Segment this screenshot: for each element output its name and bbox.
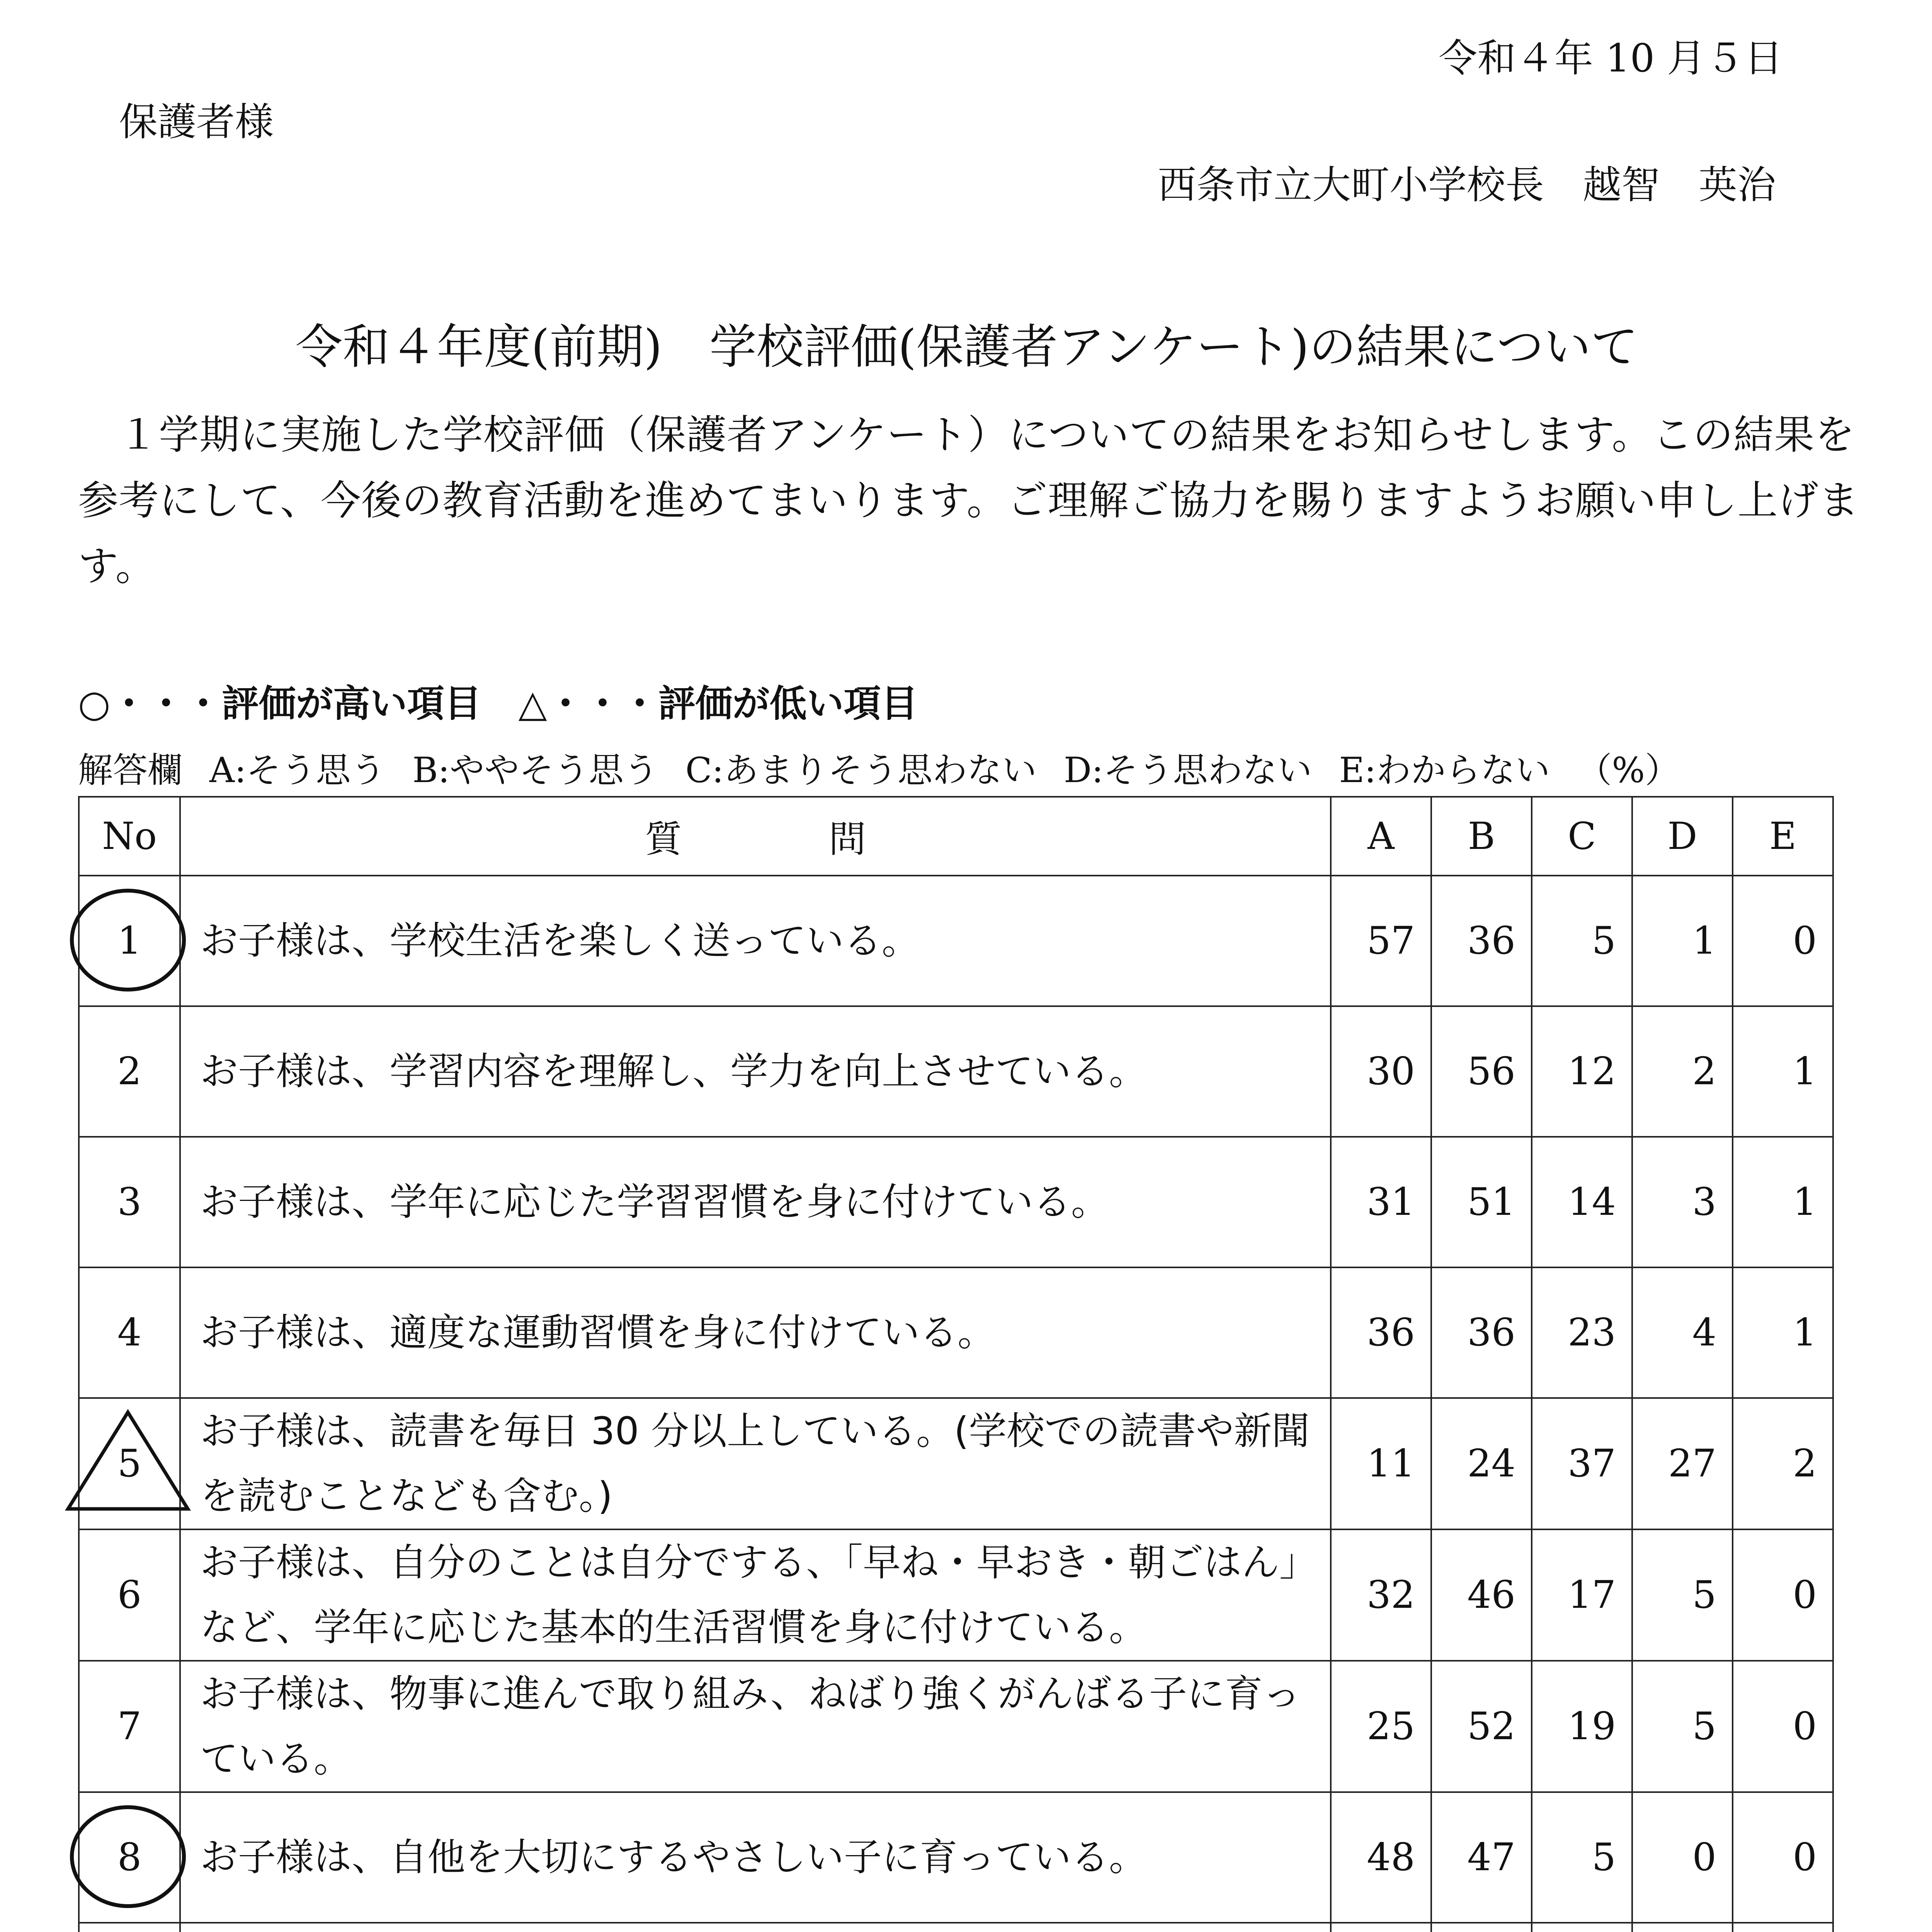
question-text: お子様は、読書を毎日 30 分以上している。(学校での読書や新聞を読むことなども含む。): [180, 1398, 1331, 1529]
value-d: 3: [1632, 1137, 1733, 1267]
table-row: [79, 1398, 1833, 1529]
value-c: 19: [1532, 1661, 1632, 1792]
row-number-cell: [79, 1661, 180, 1792]
value-a: 25: [1331, 1661, 1431, 1792]
value-b: 52: [1431, 1661, 1532, 1792]
header-c: C: [1532, 797, 1632, 876]
table-row: [79, 1006, 1833, 1137]
answer-key-unit: （%）: [1577, 750, 1680, 791]
question-text: お子様は、物事に進んで取り組み、ねばり強くがんばる子に育っている。: [180, 1661, 1331, 1792]
value-b: 36: [1431, 876, 1532, 1006]
answer-key: [78, 742, 1680, 792]
answer-key-option: E:わからない: [1339, 750, 1550, 791]
row-number: 3: [117, 1180, 142, 1224]
value-e: 0: [1733, 1792, 1833, 1923]
row-number: 4: [117, 1311, 142, 1355]
question-text: お子様は、学年に応じた学習習慣を身に付けている。: [180, 1137, 1331, 1267]
addressee: 保護者様: [119, 99, 274, 145]
header-question-label: 質問: [645, 817, 1013, 861]
header-question: [180, 797, 1331, 876]
answer-key-option: D:そう思わない: [1063, 750, 1312, 791]
signer: 西条市立大町小学校長 越智 英治: [1158, 162, 1776, 207]
value-a: 11: [1331, 1398, 1431, 1529]
question-text: [180, 1923, 1331, 1932]
table-row: [79, 1661, 1833, 1792]
value-c: 12: [1532, 1006, 1632, 1137]
row-number-cell: [79, 1267, 180, 1398]
question-text: お子様は、学習内容を理解し、学力を向上させている。: [180, 1006, 1331, 1137]
answer-key-option: A:そう思う: [209, 750, 386, 791]
value-d: 4: [1632, 1267, 1733, 1398]
value-c: 5: [1532, 876, 1632, 1006]
value-b: 24: [1431, 1398, 1532, 1529]
value-b: 47: [1431, 1792, 1532, 1923]
row-number: 1: [117, 919, 142, 963]
row-number-cell: [79, 1006, 180, 1137]
value-e: 2: [1733, 1398, 1833, 1529]
table-row: [79, 1792, 1833, 1923]
value-e: 1: [1733, 1267, 1833, 1398]
evaluation-legend: ○・・・評価が高い項目 △・・・評価が低い項目: [78, 682, 918, 725]
table-row: [79, 876, 1833, 1006]
value-c: 23: [1532, 1267, 1632, 1398]
row-number-cell: [79, 1529, 180, 1661]
value-a: 57: [1331, 876, 1431, 1006]
value-b: 36: [1431, 1267, 1532, 1398]
row-number: 5: [117, 1442, 142, 1486]
row-number-cell: [79, 1792, 180, 1923]
header-a: A: [1331, 797, 1431, 876]
row-number-cell: [79, 876, 180, 1006]
value-d: 0: [1632, 1792, 1733, 1923]
row-number: 8: [117, 1835, 142, 1879]
row-number: 6: [117, 1573, 142, 1617]
row-number: 2: [117, 1049, 142, 1094]
value-c: [1532, 1923, 1632, 1932]
value-a: 32: [1331, 1529, 1431, 1661]
value-b: 51: [1431, 1137, 1532, 1267]
table-row: [79, 1923, 1833, 1932]
value-e: 1: [1733, 1137, 1833, 1267]
value-d: 5: [1632, 1661, 1733, 1792]
value-e: [1733, 1923, 1833, 1932]
row-number-cell: [79, 1398, 180, 1529]
value-e: 1: [1733, 1006, 1833, 1137]
document-title: 令和４年度(前期) 学校評価(保護者アンケート)の結果について: [295, 320, 1638, 374]
question-text: お子様は、自分のことは自分でする、「早ね・早おき・朝ごはん」など、学年に応じた基本的生活習慣を身に付けている。: [180, 1529, 1331, 1661]
row-number-cell: [79, 1137, 180, 1267]
value-a: 48: [1331, 1792, 1431, 1923]
question-text: お子様は、適度な運動習慣を身に付けている。: [180, 1267, 1331, 1398]
header-e: E: [1733, 797, 1833, 876]
answer-key-option: C:あまりそう思わない: [685, 750, 1037, 791]
value-b: 46: [1431, 1529, 1532, 1661]
answer-key-label: 解答欄: [78, 750, 182, 791]
answer-key-option: B:ややそう思う: [412, 750, 658, 791]
table-row: [79, 1137, 1833, 1267]
value-c: 17: [1532, 1529, 1632, 1661]
value-e: 0: [1733, 1661, 1833, 1792]
value-b: 56: [1431, 1006, 1532, 1137]
header-d: D: [1632, 797, 1733, 876]
value-a: 36: [1331, 1267, 1431, 1398]
value-b: [1431, 1923, 1532, 1932]
value-e: 0: [1733, 1529, 1833, 1661]
header-no: No: [79, 797, 180, 876]
value-d: 27: [1632, 1398, 1733, 1529]
row-number-cell: [79, 1923, 180, 1932]
document-date: 令和４年 10 月５日: [1439, 36, 1783, 81]
question-text: お子様は、自他を大切にするやさしい子に育っている。: [180, 1792, 1331, 1923]
table-header-row: [79, 797, 1833, 876]
header-b: B: [1431, 797, 1532, 876]
value-a: 30: [1331, 1006, 1431, 1137]
value-d: 1: [1632, 876, 1733, 1006]
value-d: 5: [1632, 1529, 1733, 1661]
value-a: 31: [1331, 1137, 1431, 1267]
table-row: [79, 1267, 1833, 1398]
survey-results-table: [78, 796, 1834, 1932]
value-a: [1331, 1923, 1431, 1932]
question-text: お子様は、学校生活を楽しく送っている。: [180, 876, 1331, 1006]
value-e: 0: [1733, 876, 1833, 1006]
row-number: 7: [117, 1704, 142, 1748]
value-d: 2: [1632, 1006, 1733, 1137]
intro-paragraph: １学期に実施した学校評価（保護者アンケート）についての結果をお知らせします。この結果を参考にして、今後の教育活動を進めてまいります。ご理解ご協力を賜りますようお願い申し上げます。: [78, 411, 1859, 590]
value-c: 5: [1532, 1792, 1632, 1923]
value-c: 14: [1532, 1137, 1632, 1267]
table-row: [79, 1529, 1833, 1661]
value-c: 37: [1532, 1398, 1632, 1529]
value-d: [1632, 1923, 1733, 1932]
